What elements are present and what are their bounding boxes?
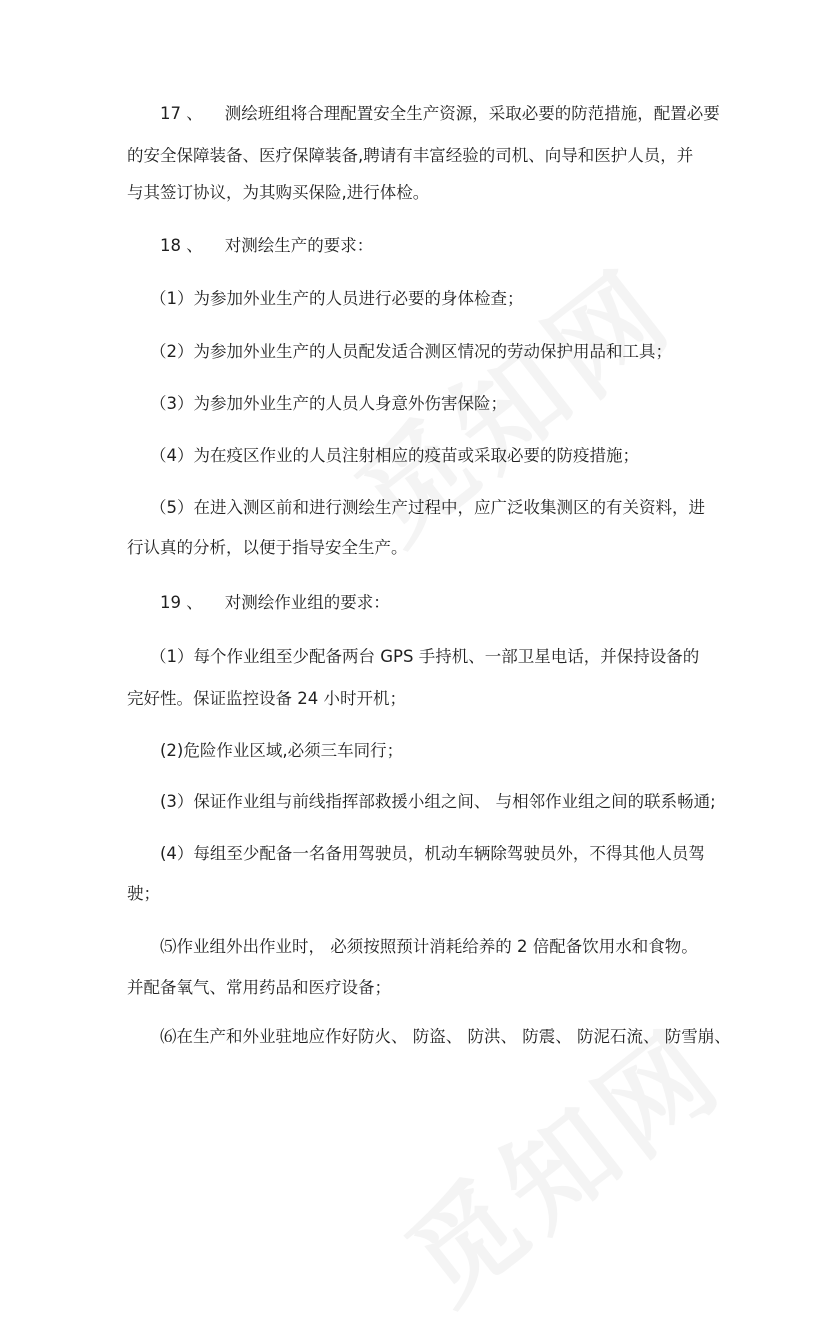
list-item: （5）在进入测区前和进行测绘生产过程中，应广泛收集测区的有关资料，进 — [150, 498, 705, 517]
list-item: (4）每组至少配备一名备用驾驶员，机动车辆除驾驶员外，不得其他人员驾 — [160, 844, 705, 863]
list-item: ⑹在生产和外业驻地应作好防火、 防盗、 防洪、 防震、 防泥石流、 防雪崩、 — [160, 1027, 731, 1046]
list-item-continuation: 行认真的分析，以便于指导安全生产。 — [127, 538, 408, 557]
section-number: 17 、 — [160, 104, 203, 123]
section-number: 19 、 — [160, 593, 203, 612]
list-item: （1）为参加外业生产的人员进行必要的身体检查； — [150, 289, 524, 308]
list-item: （3）为参加外业生产的人员人身意外伤害保险； — [150, 394, 507, 413]
list-item: （1）每个作业组至少配备两台 GPS 手持机、一部卫星电话，并保持设备的 — [150, 647, 700, 666]
list-item: （2）为参加外业生产的人员配发适合测区情况的劳动保护用品和工具； — [150, 342, 672, 361]
paragraph-text: 测绘班组将合理配置安全生产资源，采取必要的防范措施，配置必要 — [224, 104, 720, 123]
paragraph-line: 与其签订协议，为其购买保险,进行体检。 — [127, 183, 430, 202]
list-item-continuation: 驶； — [127, 884, 160, 903]
section-title: 对测绘作业组的要求： — [224, 593, 390, 612]
section-19-heading — [160, 593, 390, 613]
list-item: ⑸作业组外出作业时， 必须按照预计消耗给养的 2 倍配备饮用水和食物。 — [160, 937, 698, 956]
list-item: (2)危险作业区域,必须三车同行； — [160, 741, 404, 760]
list-item: （4）为在疫区作业的人员注射相应的疫苗或采取必要的防疫措施； — [150, 446, 639, 465]
section-title: 对测绘生产的要求： — [224, 236, 374, 255]
list-item-continuation: 并配备氧气、常用药品和医疗设备； — [127, 978, 391, 997]
paragraph-line: 的安全保障装备、医疗保障装备,聘请有丰富经验的司机、向导和医护人员，并 — [127, 146, 694, 165]
list-item: (3）保证作业组与前线指挥部救援小组之间、 与相邻作业组之间的联系畅通; — [160, 792, 716, 811]
list-item-continuation: 完好性。保证监控设备 24 小时开机； — [127, 689, 406, 708]
section-18-heading — [160, 236, 373, 256]
section-17-heading-line — [160, 104, 720, 124]
section-number: 18 、 — [160, 236, 203, 255]
